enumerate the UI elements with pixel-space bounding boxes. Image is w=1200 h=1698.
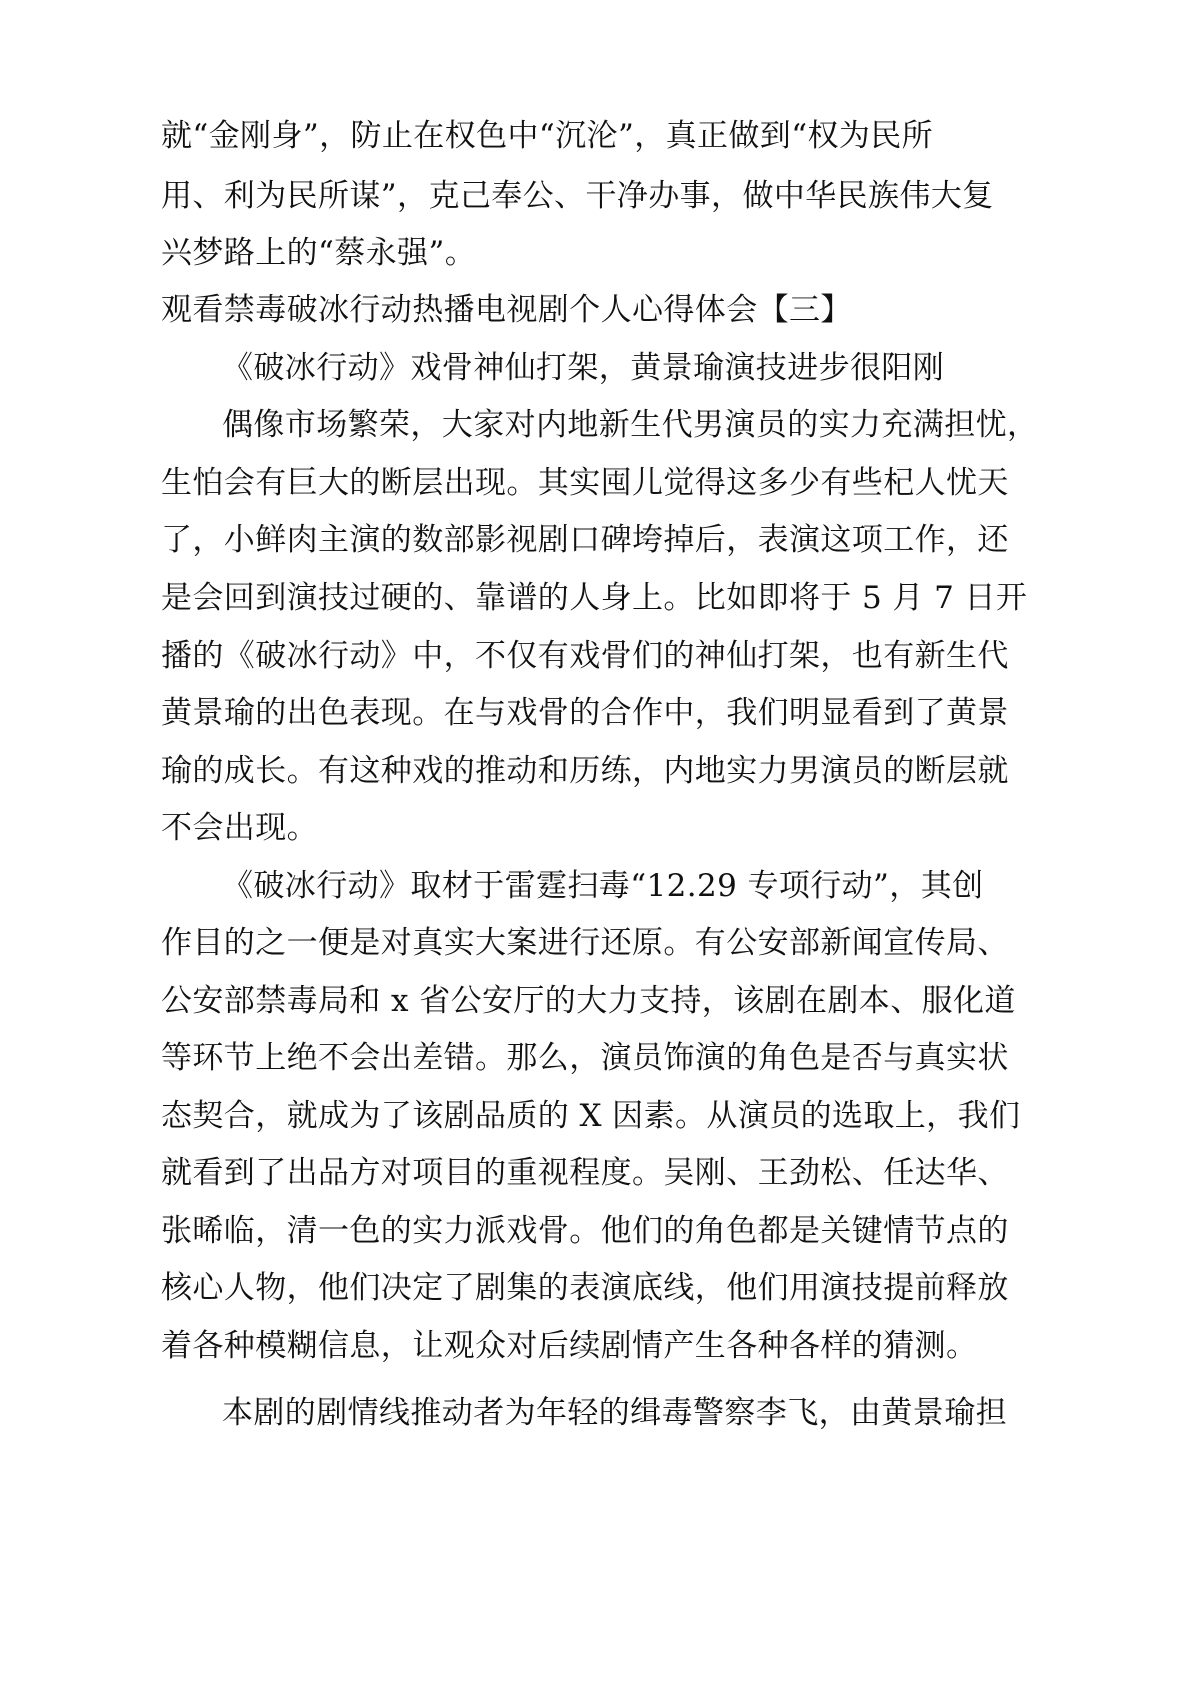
text-line: 态契合，就成为了该剧品质的 X 因素。从演员的选取上，我们 xyxy=(161,1098,1021,1134)
text-line: 兴梦路上的“蔡永强”。 xyxy=(161,235,477,271)
text-line: 了，小鲜肉主演的数部影视剧口碑垮掉后，表演这项工作，还 xyxy=(161,522,1009,558)
text-line: 本剧的剧情线推动者为年轻的缉毒警察李飞，由黄景瑜担 xyxy=(222,1395,1007,1431)
text-line: 不会出现。 xyxy=(161,810,318,846)
text-line: 生怕会有巨大的断层出现。其实囤儿觉得这多少有些杞人忧天 xyxy=(161,465,1009,501)
text-line: 就看到了出品方对项目的重视程度。吴刚、王劲松、任达华、 xyxy=(161,1155,1009,1191)
text-line: 瑜的成长。有这种戏的推动和历练，内地实力男演员的断层就 xyxy=(161,753,1009,789)
text-line: 偶像市场繁荣，大家对内地新生代男演员的实力充满担忧， xyxy=(222,407,1039,443)
text-line: 张晞临，清一色的实力派戏骨。他们的角色都是关键情节点的 xyxy=(161,1213,1009,1249)
article-title: 《破冰行动》戏骨神仙打架，黄景瑜演技进步很阳刚 xyxy=(222,350,945,386)
section-heading: 观看禁毒破冰行动热播电视剧个人心得体会【三】 xyxy=(161,292,852,328)
text-line: 公安部禁毒局和 x 省公安厅的大力支持，该剧在剧本、服化道 xyxy=(161,983,1016,1019)
text-line: 是会回到演技过硬的、靠谱的人身上。比如即将于 5 月 7 日开 xyxy=(161,580,1028,616)
text-line: 作目的之一便是对真实大案进行还原。有公安部新闻宣传局、 xyxy=(161,925,1009,961)
text-line: 等环节上绝不会出差错。那么，演员饰演的角色是否与真实状 xyxy=(161,1040,1009,1076)
text-line: 用、利为民所谋”，克己奉公、干净办事，做中华民族伟大复 xyxy=(161,178,994,214)
text-line: 核心人物，他们决定了剧集的表演底线，他们用演技提前释放 xyxy=(161,1270,1009,1306)
text-line: 《破冰行动》取材于雷霆扫毒“12.29 专项行动”，其创 xyxy=(222,868,984,904)
text-line: 就“金刚身”，防止在权色中“沉沦”，真正做到“权为民所 xyxy=(161,118,934,154)
text-line: 黄景瑜的出色表现。在与戏骨的合作中，我们明显看到了黄景 xyxy=(161,695,1009,731)
text-line: 着各种模糊信息，让观众对后续剧情产生各种各样的猜测。 xyxy=(161,1328,978,1364)
text-line: 播的《破冰行动》中，不仅有戏骨们的神仙打架，也有新生代 xyxy=(161,638,1009,674)
